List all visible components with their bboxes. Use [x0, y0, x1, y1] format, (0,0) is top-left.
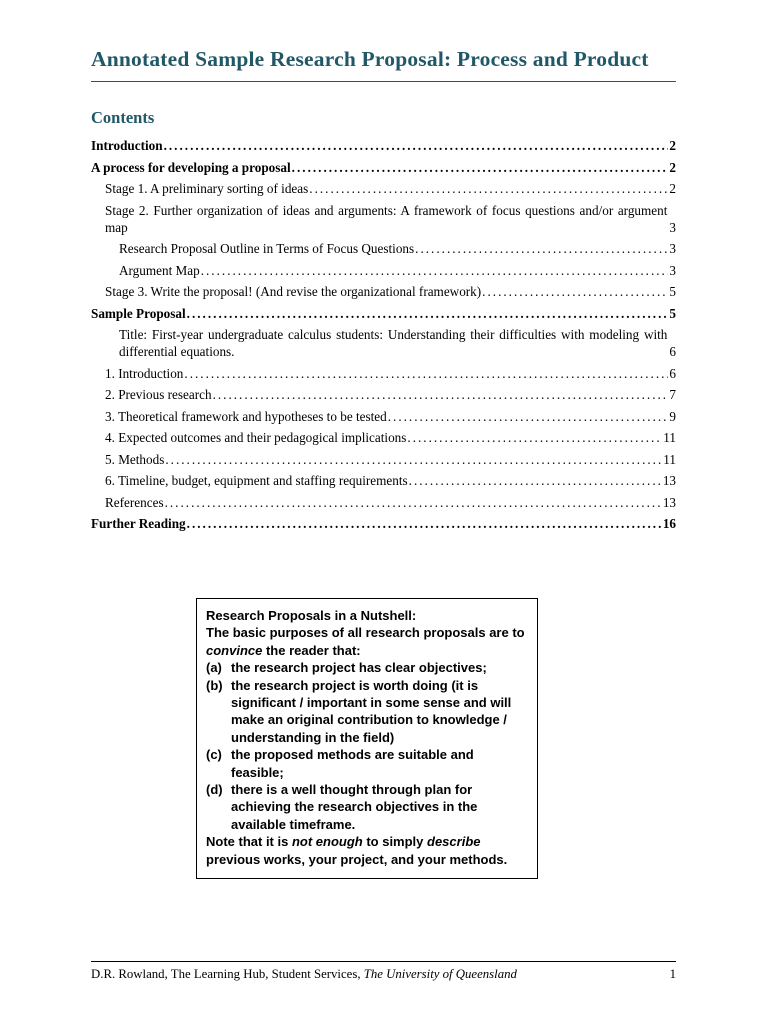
page-number: 1 — [669, 967, 676, 981]
page-footer — [91, 961, 676, 982]
table-of-contents — [91, 108, 676, 532]
toc-entry-label: 4. Expected outcomes and their pedagogical implications — [105, 430, 407, 445]
toc-entry — [91, 515, 676, 532]
toc-entry-label: Argument Map — [119, 262, 200, 278]
toc-leader-dots — [415, 240, 668, 257]
text-segment: Note that it is — [206, 834, 292, 850]
italic-text: describe — [427, 834, 481, 850]
footer-institution: The University of Queensland — [363, 967, 517, 981]
text-segment: the research project is worth doing (it is significant / important in some sense and will make an original contribution to knowledge / understanding in the field) — [231, 677, 512, 745]
italic-text: convince — [206, 642, 263, 658]
toc-page-number: 6 — [669, 365, 676, 381]
toc-entry — [91, 202, 676, 236]
toc-entry-label: Research Proposal Outline in Terms of Focus Questions — [119, 241, 415, 256]
toc-leader-dots — [165, 494, 662, 511]
toc-entry-label: Stage 2. Further organization of ideas and arguments: A framework of focus questions and/or argument map — [105, 202, 668, 235]
toc-entry — [91, 408, 676, 425]
toc-entry-label: 1. Introduction — [105, 365, 184, 381]
toc-page-number: 3 — [669, 262, 676, 278]
italic-text: not enough — [291, 834, 363, 850]
toc-leader-dots — [309, 180, 668, 197]
toc-entry-label: Stage 3. Write the proposal! (And revise the organizational framework) — [105, 284, 482, 299]
footer-text: D.R. Rowland, The Learning Hub, Student Services, — [91, 967, 364, 981]
toc-leader-dots — [388, 408, 669, 425]
nutshell-note — [206, 833, 528, 868]
text-segment: previous works, your project, and your methods. — [206, 851, 508, 867]
toc-leader-dots — [184, 365, 668, 382]
toc-entry — [91, 451, 676, 468]
toc-page-number: 7 — [669, 387, 676, 402]
nutshell-list-item — [206, 746, 528, 781]
toc-entry-label: A process for developing a proposal — [91, 159, 291, 175]
toc-entry — [91, 326, 676, 360]
toc-entry-label: Further Reading — [91, 516, 186, 531]
toc-entry — [91, 305, 676, 322]
toc-page-number: 2 — [669, 138, 676, 153]
nutshell-list-item — [206, 781, 528, 833]
nutshell-list-item — [206, 677, 528, 747]
toc-entry — [91, 386, 676, 403]
toc-leader-dots — [187, 305, 669, 322]
nutshell-intro — [206, 624, 528, 659]
document-title: Annotated Sample Research Proposal: Process and Product — [91, 47, 676, 82]
toc-page-number: 3 — [669, 219, 676, 235]
page-content — [91, 0, 676, 879]
toc-entry — [91, 365, 676, 382]
toc-page-number: 9 — [669, 408, 676, 424]
toc-entry — [91, 494, 676, 511]
contents-heading: Contents — [91, 108, 155, 127]
toc-entry-label: 5. Methods — [105, 451, 165, 467]
toc-page-number: 2 — [669, 159, 676, 175]
toc-leader-dots — [187, 515, 662, 532]
list-item-text — [231, 781, 528, 833]
toc-page-number: 13 — [662, 473, 676, 488]
toc-entry-label: Title: First-year undergraduate calculus students: Understanding their difficulties with modeling with differential equations. — [119, 327, 668, 359]
toc-page-number: 11 — [663, 451, 676, 467]
toc-entry-label: 6. Timeline, budget, equipment and staffing requirements — [105, 473, 408, 488]
toc-leader-dots — [165, 451, 662, 468]
text-segment: to simply — [362, 834, 428, 850]
toc-entry — [91, 283, 676, 300]
toc-entry-label: Stage 1. A preliminary sorting of ideas — [105, 181, 309, 196]
toc-entry — [91, 240, 676, 257]
toc-leader-dots — [292, 159, 669, 176]
list-marker: (d) — [206, 782, 223, 798]
list-item-text — [231, 659, 528, 676]
toc-entry — [91, 137, 676, 154]
toc-page-number: 16 — [662, 516, 676, 531]
toc-leader-dots — [407, 429, 662, 446]
text-segment: the research project has clear objectives; — [231, 660, 487, 676]
list-item-text — [231, 677, 528, 747]
toc-entry — [91, 262, 676, 279]
toc-page-number: 11 — [663, 430, 676, 445]
list-marker: (c) — [206, 747, 222, 763]
toc-leader-dots — [482, 283, 668, 300]
list-marker: (b) — [206, 677, 223, 693]
nutshell-list — [206, 659, 528, 833]
toc-page-number: 5 — [669, 284, 676, 299]
toc-entry — [91, 180, 676, 197]
toc-page-number: 6 — [669, 344, 676, 359]
footer-attribution — [91, 967, 517, 982]
toc-list — [91, 137, 676, 532]
toc-entry-label: 2. Previous research — [105, 387, 212, 402]
toc-entry — [91, 429, 676, 446]
toc-entry-label: Introduction — [91, 138, 163, 153]
toc-entry-label: References — [105, 494, 164, 510]
toc-page-number: 2 — [669, 181, 676, 196]
toc-page-number: 13 — [662, 494, 676, 510]
toc-entry — [91, 472, 676, 489]
toc-page-number: 3 — [669, 241, 676, 256]
toc-leader-dots — [164, 137, 669, 154]
toc-leader-dots — [409, 472, 662, 489]
toc-entry-label: Sample Proposal — [91, 305, 186, 321]
text-segment: the proposed methods are suitable and feasible; — [231, 747, 474, 780]
toc-entry — [91, 159, 676, 176]
nutshell-box — [196, 598, 538, 879]
toc-entry-label: 3. Theoretical framework and hypotheses to be tested — [105, 408, 387, 424]
toc-page-number: 5 — [669, 305, 676, 321]
toc-leader-dots — [201, 262, 669, 279]
list-marker: (a) — [206, 660, 222, 676]
toc-leader-dots — [213, 386, 669, 403]
text-segment: there is a well thought through plan for achieving the research objectives in the available timeframe. — [231, 782, 478, 832]
nutshell-title: Research Proposals in a Nutshell: — [206, 608, 417, 623]
text-segment: the reader that: — [262, 642, 361, 658]
nutshell-list-item — [206, 659, 528, 676]
text-segment: The basic purposes of all research proposals are to — [206, 625, 525, 641]
list-item-text — [231, 746, 528, 781]
